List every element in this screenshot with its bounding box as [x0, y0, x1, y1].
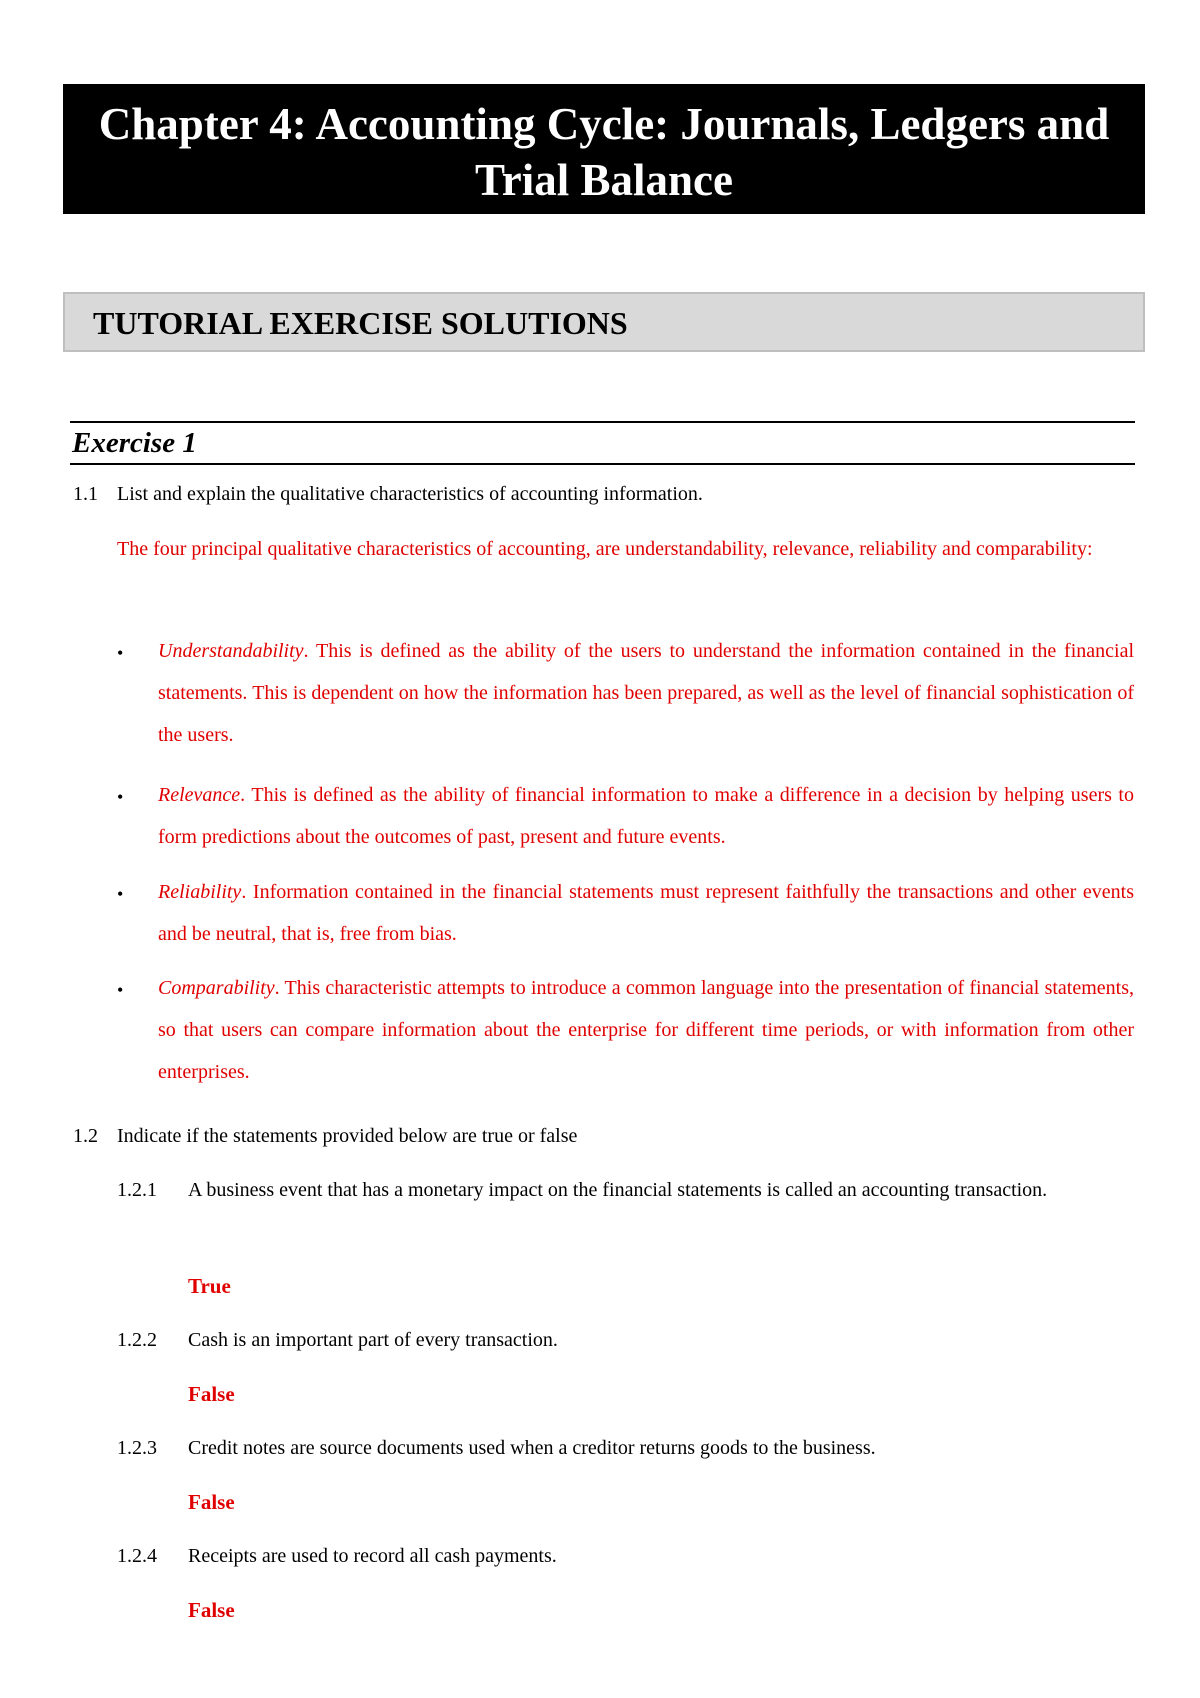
sub-question-number: 1.2.2	[117, 1329, 157, 1351]
question-text: Indicate if the statements provided below are true or false	[117, 1125, 578, 1147]
answer-true-false: False	[188, 1598, 235, 1622]
question-number: 1.2	[73, 1125, 98, 1147]
bullet-term: Understandability	[158, 640, 304, 662]
chapter-title-banner	[63, 84, 1145, 214]
section-title-banner	[63, 292, 1145, 352]
sub-question-text: Receipts are used to record all cash payments.	[188, 1545, 557, 1567]
bullet-text: . Information contained in the financial statements must represent faithfully the transactions and other events and be neutral, that is, free from bias.	[158, 881, 1134, 945]
bullet-relevance	[158, 774, 1134, 858]
bullet-text: . This characteristic attempts to introduce a common language into the presentation of financial statements, so that users can compare information about the enterprise for different time periods, or with information from other enterprises.	[158, 977, 1134, 1083]
bullet-term: Reliability	[158, 881, 242, 903]
bullet-comparability	[158, 967, 1134, 1093]
sub-question-text: Credit notes are source documents used when a creditor returns goods to the business.	[188, 1437, 876, 1459]
bullet-icon: •	[117, 643, 124, 663]
section-title: TUTORIAL EXERCISE SOLUTIONS	[93, 305, 628, 341]
exercise-heading: Exercise 1	[72, 427, 197, 459]
chapter-title: Chapter 4: Accounting Cycle: Journals, Ledgers and Trial Balance	[98, 99, 1110, 205]
answer-intro: The four principal qualitative characteristics of accounting, are understandability, relevance, reliability and comparability:	[117, 538, 1093, 560]
sub-question-number: 1.2.3	[117, 1437, 157, 1459]
bullet-term: Comparability	[158, 977, 275, 999]
bullet-text: . This is defined as the ability of financial information to make a difference in a decision by helping users to form predictions about the outcomes of past, present and future events.	[158, 784, 1134, 848]
question-number: 1.1	[73, 483, 98, 505]
bullet-icon: •	[117, 884, 124, 904]
answer-true-false: False	[188, 1490, 235, 1514]
bullet-icon: •	[117, 787, 124, 807]
exercise-heading-bar	[70, 421, 1135, 465]
sub-question-text: A business event that has a monetary impact on the financial statements is called an accounting transaction.	[188, 1179, 1048, 1201]
sub-question-number: 1.2.4	[117, 1545, 157, 1567]
bullet-text: . This is defined as the ability of the users to understand the information contained in the financial statements. This is dependent on how the information has been prepared, as well as the level of financial sophistication of the users.	[158, 640, 1134, 746]
bullet-term: Relevance	[158, 784, 241, 806]
answer-true-false: True	[188, 1274, 231, 1298]
sub-question-text: Cash is an important part of every transaction.	[188, 1329, 558, 1351]
bullet-icon: •	[117, 980, 124, 1000]
question-text: List and explain the qualitative characteristics of accounting information.	[117, 483, 703, 505]
bullet-understandability	[158, 630, 1134, 756]
answer-true-false: False	[188, 1382, 235, 1406]
bullet-reliability	[158, 871, 1134, 955]
sub-question-number: 1.2.1	[117, 1179, 157, 1201]
